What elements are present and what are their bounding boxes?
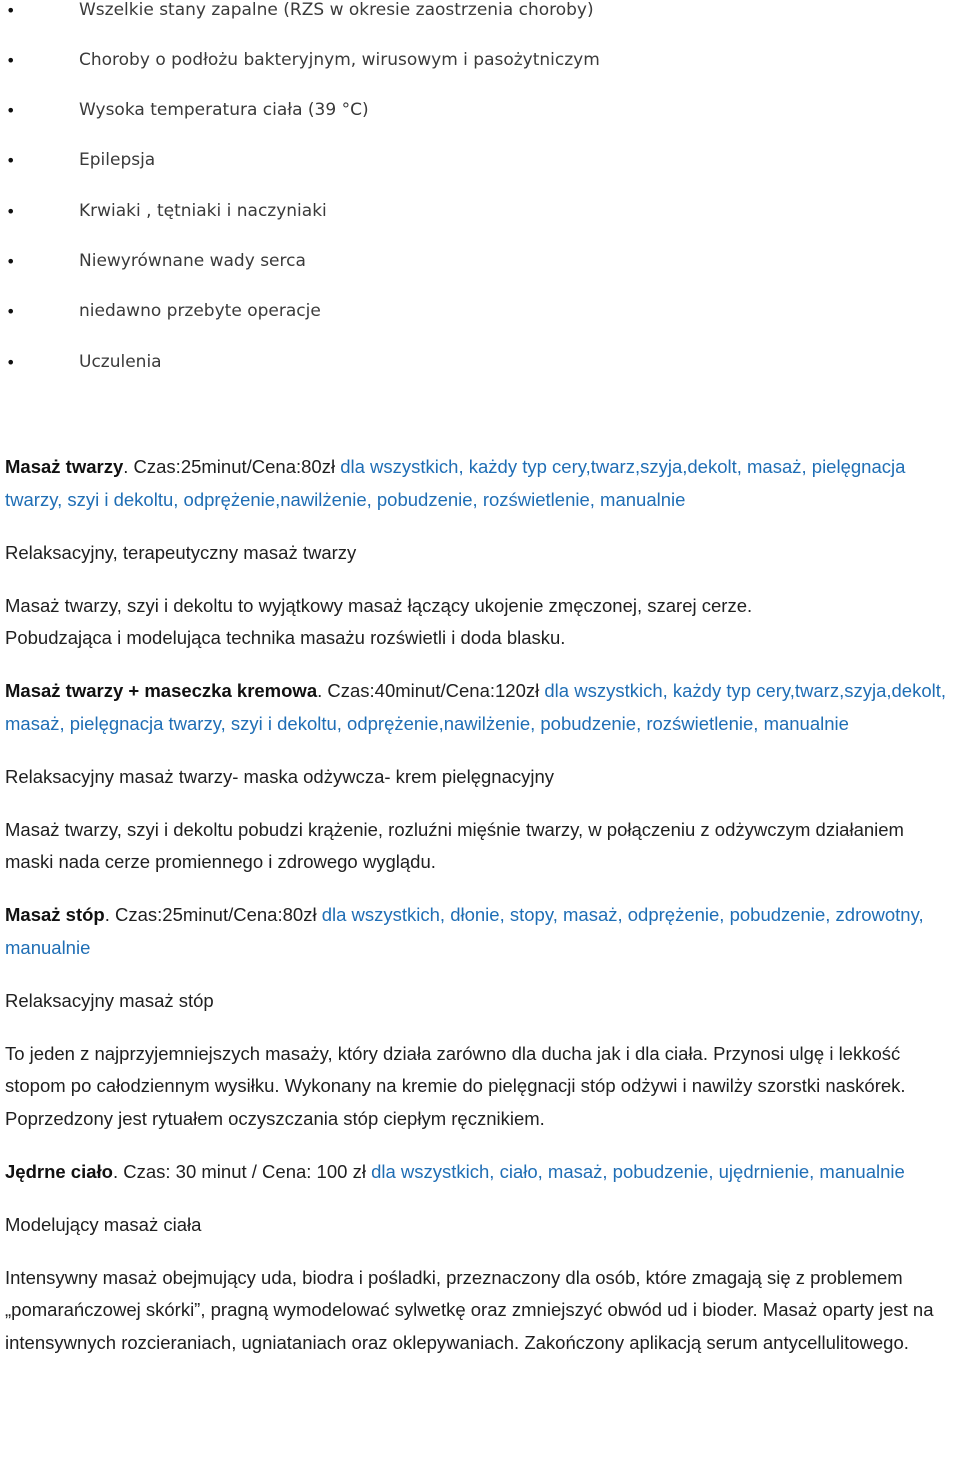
bullet-icon: • <box>6 150 16 170</box>
bullet-icon: • <box>6 352 16 372</box>
list-item-text: niedawno przebyte operacje <box>79 301 321 321</box>
list-item-text: Wszelkie stany zapalne (RZS w okresie zaostrzenia choroby) <box>79 0 594 20</box>
service-title: Masaż stóp <box>5 904 105 925</box>
bullet-icon: • <box>6 0 16 20</box>
service-info: Czas: 30 minut / Cena: 100 zł <box>118 1160 372 1182</box>
service-subtitle: Modelujący masaż ciała <box>5 1213 202 1235</box>
service-info: Czas:40minut/Cena:120zł <box>322 680 545 701</box>
service-title: Masaż twarzy + maseczka kremowa <box>5 680 318 701</box>
service-tags: dla wszystkich, ciało, masaż, pobudzenie, ujędrnienie, manualnie <box>371 1160 905 1182</box>
service-description: Pobudzająca i modelująca technika masażu rozświetli i doda blasku. <box>5 627 566 648</box>
service-title: Jędrne ciało <box>5 1160 113 1182</box>
service-title: Masaż twarzy <box>5 456 124 477</box>
list-item-text: Wysoka temperatura ciała (39 °C) <box>79 100 369 120</box>
bullet-icon: • <box>6 201 16 221</box>
list-item-text: Krwiaki , tętniaki i naczyniaki <box>79 201 327 221</box>
bullet-icon: • <box>6 301 16 321</box>
service-info: Czas:25minut/Cena:80zł <box>128 456 341 477</box>
bullet-icon: • <box>6 50 16 70</box>
bullet-icon: • <box>6 100 16 120</box>
title-suffix: . <box>123 456 129 477</box>
list-item-text: Niewyrównane wady serca <box>79 251 306 271</box>
service-subtitle: Relaksacyjny masaż twarzy- maska odżywcza- krem pielęgnacyjny <box>5 765 555 787</box>
service-header <box>5 1156 957 1189</box>
service-subtitle: Relaksacyjny, terapeutyczny masaż twarzy <box>5 541 357 563</box>
bullet-icon: • <box>6 251 16 271</box>
service-subtitle: Relaksacyjny masaż stóp <box>5 989 214 1011</box>
service-header <box>5 675 957 740</box>
service-description: Masaż twarzy, szyi i dekoltu to wyjątkowy masaż łączący ukojenie zmęczonej, szarej cerze. <box>5 594 753 616</box>
service-header <box>5 451 957 516</box>
service-tags: dla wszystkich, każdy typ cery,twarz,szyja,dekolt, masaż, pielęgnacja twarzy, szyi i dekoltu, odprężenie,nawilżenie, pobudzenie, rozświetlenie, manualnie <box>5 456 906 510</box>
list-item-text: Epilepsja <box>79 150 156 170</box>
service-tags: dla wszystkich, dłonie, stopy, masaż, odprężenie, pobudzenie, zdrowotny, manualnie <box>5 904 924 958</box>
list-item-text: Choroby o podłożu bakteryjnym, wirusowym i pasożytniczym <box>79 50 600 70</box>
service-header <box>5 899 957 964</box>
title-suffix: . <box>317 680 323 701</box>
list-item-text: Uczulenia <box>79 352 162 372</box>
title-suffix: . <box>112 1160 119 1182</box>
title-suffix: . <box>104 904 110 925</box>
service-info: Czas:25minut/Cena:80zł <box>109 904 322 925</box>
service-description: Masaż twarzy, szyi i dekoltu pobudzi krążenie, rozluźni mięśnie twarzy, w połączeniu z odżywczym działaniem maski nada cerze promiennego i zdrowego wyglądu. <box>5 818 904 872</box>
service-description: Intensywny masaż obejmujący uda, biodra i pośladki, przeznaczony dla osób, które zmagają się z problemem „pomarańczowej skórki”, pragną wymodelować sylwetkę oraz zmniejszyć obwód ud i bioder. Masaż oparty jest na intensywnych rozcieraniach, ugniataniach oraz oklepywaniach. Zakończony aplikacją serum antycellulitowego. <box>5 1266 934 1353</box>
service-tags: dla wszystkich, każdy typ cery,twarz,szyja,dekolt, masaż, pielęgnacja twarzy, szyi i dekoltu, odprężenie,nawilżenie, pobudzenie, rozświetlenie, manualnie <box>5 680 947 734</box>
services-section <box>5 451 957 1359</box>
service-description: To jeden z najprzyjemniejszych masaży, który działa zarówno dla ducha jak i dla ciała. Przynosi ulgę i lekkość stopom po całodziennym wysiłku. Wykonany na kremie do pielęgnacji stóp odżywi i nawilży szorstki naskórek. Poprzedzony jest rytuałem oczyszczania stóp ciepłym ręcznikiem. <box>5 1042 906 1129</box>
